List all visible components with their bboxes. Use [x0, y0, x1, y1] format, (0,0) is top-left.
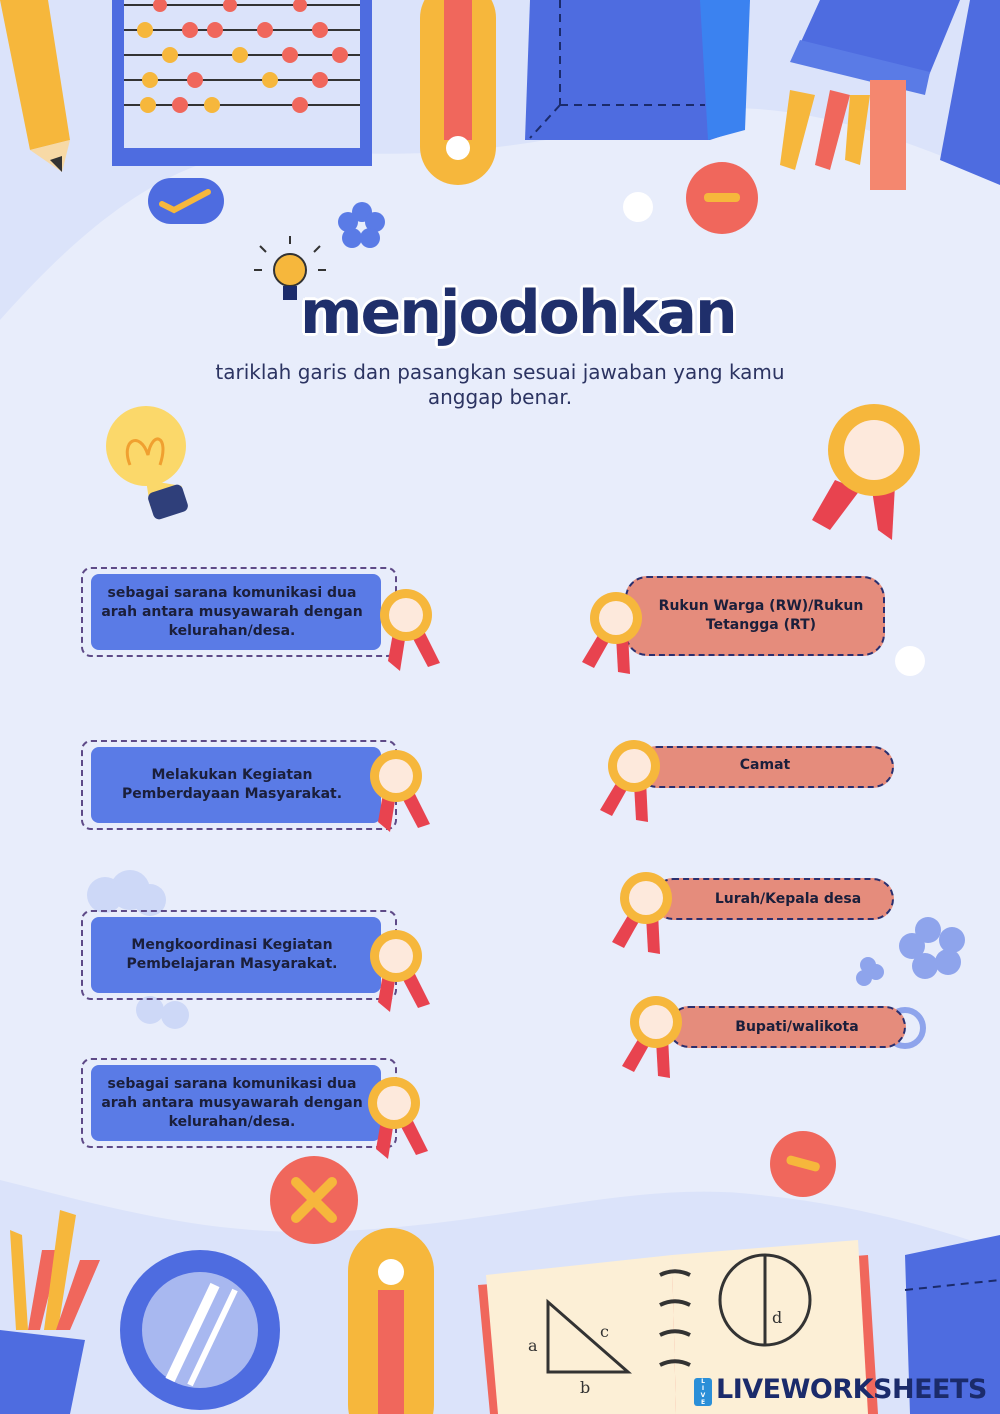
question-box-1[interactable] — [81, 567, 397, 657]
book-label-a: a — [528, 1336, 538, 1355]
question-card — [91, 574, 381, 650]
award-badge-icon — [580, 588, 650, 678]
flower-icon — [856, 917, 965, 986]
answer-text: Lurah/Kepala desa — [714, 890, 862, 907]
page-title: menjodohkan — [300, 278, 736, 348]
answer-text: Rukun Warga (RW)/Rukun Tetangga (RT) — [658, 598, 864, 633]
question-card — [91, 747, 381, 823]
question-card — [91, 917, 381, 993]
answer-text: Camat — [739, 756, 791, 773]
liveworksheets-logo[interactable]: LIVEWORKSHEETS — [716, 1374, 987, 1405]
liveworksheets-logo-mark — [694, 1378, 712, 1406]
book-label-d: d — [772, 1308, 783, 1327]
answer-text: Bupati/walikota — [735, 1018, 859, 1035]
question-text: Melakukan Kegiatan Pemberdayaan Masyarakat. — [121, 767, 343, 802]
minus-icon — [770, 1131, 836, 1197]
award-badge-icon — [360, 1073, 430, 1163]
award-badge-icon — [372, 585, 442, 675]
large-lightbulb-icon — [106, 406, 189, 521]
checkmark-icon — [148, 178, 224, 224]
ruler-icon — [348, 1228, 434, 1414]
answer-box-4[interactable] — [668, 1006, 906, 1048]
magnifier-icon — [120, 1250, 280, 1410]
question-text: Mengkoordinasi Kegiatan Pembelajaran Masyarakat. — [126, 937, 338, 972]
question-text: sebagai sarana komunikasi dua arah antara musyawarah dengan kelurahan/desa. — [101, 584, 363, 639]
award-badge-icon — [362, 746, 432, 836]
answer-box-1[interactable] — [625, 576, 885, 656]
question-box-3[interactable] — [81, 910, 397, 1000]
cube-icon — [525, 0, 750, 140]
close-icon — [270, 1156, 358, 1244]
answer-box-2[interactable] — [636, 746, 894, 788]
answer-box-3[interactable] — [652, 878, 894, 920]
question-box-2[interactable] — [81, 740, 397, 830]
question-text: sebagai sarana komunikasi dua arah antara musyawarah dengan kelurahan/desa. — [101, 1075, 363, 1130]
award-badge-icon — [598, 736, 668, 826]
award-badge-icon — [620, 992, 690, 1082]
award-badge-icon — [812, 404, 920, 540]
award-badge-icon — [362, 926, 432, 1016]
award-badge-icon — [610, 868, 680, 958]
question-box-4[interactable] — [81, 1058, 397, 1148]
book-label-b: b — [580, 1378, 591, 1397]
instruction-text: tariklah garis dan pasangkan sesuai jawaban yang kamu anggap benar. — [215, 360, 785, 409]
minus-icon — [686, 162, 758, 234]
flower-icon — [338, 202, 385, 248]
book-label-c: c — [600, 1322, 609, 1341]
logo-mark-text: LIVE — [700, 1378, 706, 1406]
question-card — [91, 1065, 381, 1141]
ruler-icon — [420, 0, 496, 185]
